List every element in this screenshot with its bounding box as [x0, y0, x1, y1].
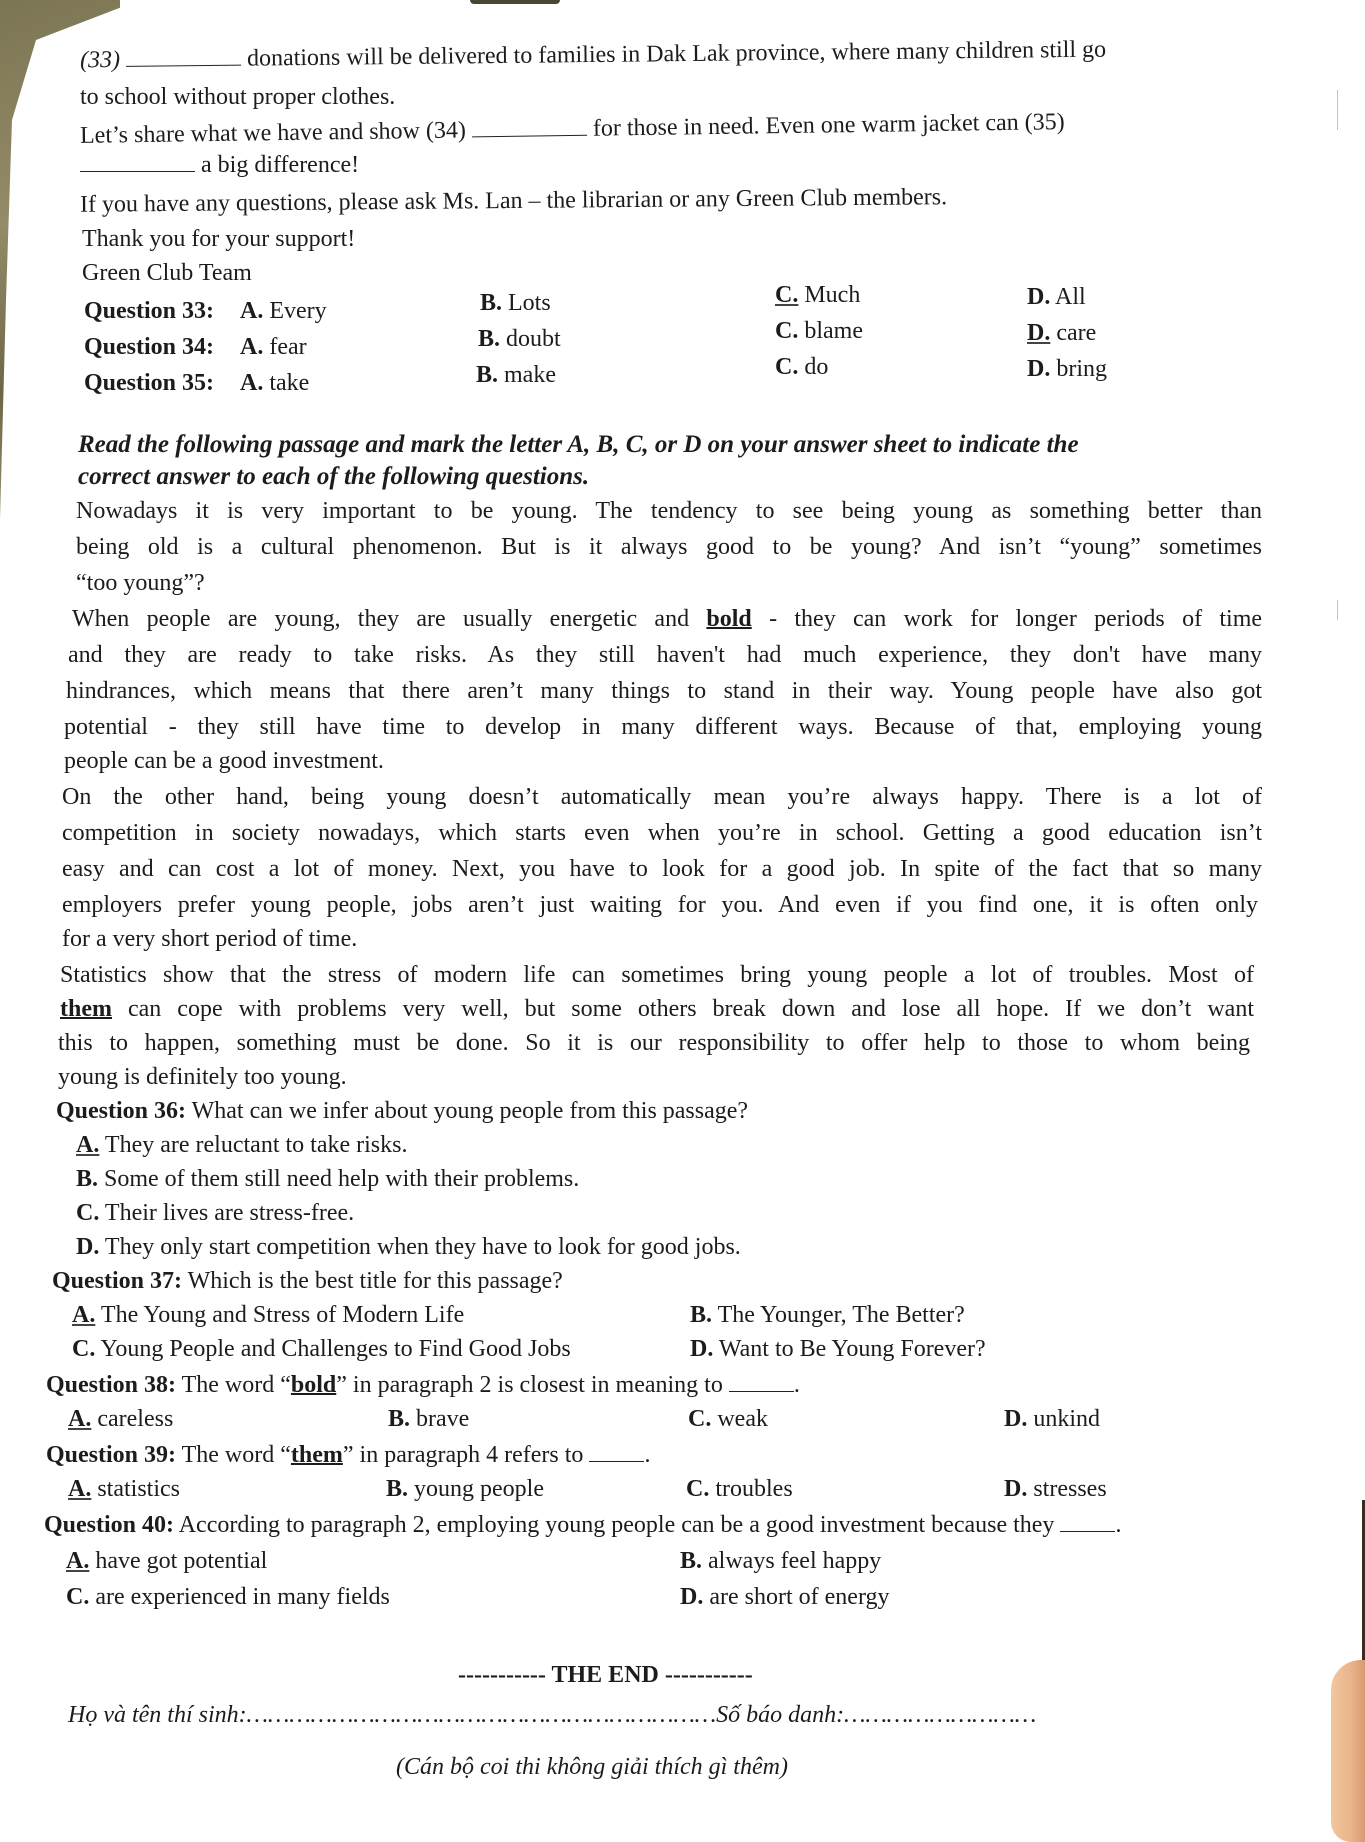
q38-option-b[interactable]: [388, 1404, 469, 1434]
passage-p3-line: On the other hand, being young doesn’t automatically mean you’re always happy. There is a lot of: [62, 784, 1262, 810]
option-text: statistics: [97, 1476, 181, 1502]
passage-p3-line: competition in society nowadays, which starts even when you’re in school. Getting a good education isn’t: [62, 820, 1262, 846]
answer-blank-34: [472, 115, 587, 138]
option-letter: C.: [72, 1336, 96, 1362]
option-b[interactable]: [480, 288, 551, 318]
option-letter: A.: [240, 370, 264, 396]
passage-p3-line: employers prefer young people, jobs aren’t just waiting for you. And even if you find one, it is often only: [62, 892, 1258, 918]
passage-p4-line: Statistics show that the stress of modern life can sometimes bring young people a lot of troubles. Most of: [60, 962, 1254, 988]
option-b[interactable]: [476, 360, 556, 390]
cloze-line-3: [80, 107, 1065, 151]
option-letter-marked: D.: [1027, 320, 1051, 346]
option-letter: C.: [66, 1584, 90, 1610]
option-a[interactable]: [240, 332, 307, 362]
question-text: Which is the best title for this passage?: [187, 1268, 563, 1294]
passage-p2-line: [72, 604, 1262, 634]
candidate-name-label: Họ và tên thí sinh:: [68, 1702, 247, 1728]
q40-option-b[interactable]: [680, 1546, 881, 1576]
option-text: do: [804, 354, 829, 380]
passage-text: When people are young, they are usually energetic and: [72, 606, 690, 632]
passage-p2-line: people can be a good investment.: [64, 748, 384, 774]
option-letter: B.: [476, 362, 499, 388]
q37-option-c[interactable]: [72, 1334, 571, 1364]
passage-p1-line: being old is a cultural phenomenon. But is it always good to be young? And isn’t “young” sometimes: [76, 534, 1262, 560]
passage-p4-line: this to happen, something must be done. So it is our responsibility to offer help to those to whom being: [58, 1030, 1250, 1056]
cloze-text: for those in need. Even one warm jacket can (35): [592, 109, 1065, 142]
option-text: Want to Be Young Forever?: [718, 1336, 986, 1362]
q36-option-c[interactable]: [76, 1198, 354, 1228]
option-letter: B.: [478, 326, 501, 352]
q40-option-c[interactable]: [66, 1582, 390, 1612]
option-c[interactable]: [775, 352, 828, 382]
option-text: careless: [97, 1406, 174, 1432]
highlighted-word-bold: bold: [706, 606, 752, 632]
question-text: The word “: [181, 1372, 291, 1398]
dashes: -----------: [458, 1662, 546, 1688]
option-letter-marked: A.: [72, 1302, 96, 1328]
cloze-text: Let’s share what we have and show (34): [79, 117, 467, 149]
option-text: They are reluctant to take risks.: [104, 1132, 408, 1158]
option-text: troubles: [715, 1476, 793, 1502]
highlighted-word: them: [290, 1442, 343, 1468]
q37-option-b[interactable]: [690, 1300, 965, 1330]
cloze-line-6: Thank you for your support!: [82, 226, 356, 252]
the-end-marker: [458, 1660, 753, 1690]
q38-option-a[interactable]: [68, 1404, 173, 1434]
option-text: weak: [717, 1406, 768, 1432]
dashes: -----------: [664, 1662, 753, 1688]
passage-p3-line: for a very short period of time.: [62, 926, 358, 952]
question-text: What can we infer about young people from this passage?: [191, 1098, 749, 1124]
option-text: doubt: [506, 326, 561, 352]
question-text: ” in paragraph 4 refers to: [342, 1442, 584, 1468]
option-letter: B.: [680, 1548, 703, 1574]
cloze-line-1: [80, 35, 1106, 76]
option-text: are experienced in many fields: [95, 1584, 390, 1610]
option-letter: B.: [690, 1302, 713, 1328]
question-37-stem: [52, 1266, 563, 1296]
passage-p4-line: young is definitely too young.: [58, 1064, 347, 1090]
option-b[interactable]: [478, 324, 561, 354]
option-text: All: [1055, 284, 1086, 310]
question-39-stem: Question 39: The word “them” in paragraph 4 refers to .: [46, 1442, 651, 1468]
option-text: stresses: [1033, 1476, 1107, 1502]
answer-blank: [589, 1441, 644, 1462]
question-text: According to paragraph 2, employing young people can be a good investment because they: [178, 1512, 1055, 1538]
option-text: have got potential: [95, 1548, 268, 1574]
question-text: ” in paragraph 2 is closest in meaning to: [336, 1372, 723, 1398]
option-letter: D.: [1004, 1406, 1028, 1432]
option-text: The Young and Stress of Modern Life: [100, 1302, 465, 1328]
q40-option-a[interactable]: [66, 1546, 267, 1576]
option-d[interactable]: [1027, 354, 1107, 384]
q39-option-a[interactable]: [68, 1474, 180, 1504]
q39-option-b[interactable]: [386, 1474, 544, 1504]
candidate-name-field[interactable]: …………………………………………………………: [246, 1702, 717, 1728]
passage-p4-line: [60, 994, 1254, 1024]
question-label: Question 37:: [52, 1268, 183, 1294]
q39-option-d[interactable]: [1004, 1474, 1107, 1504]
question-label: Question 33:: [84, 298, 215, 324]
option-letter: C.: [686, 1476, 710, 1502]
cloze-line-2: to school without proper clothes.: [80, 84, 396, 110]
question-40-stem: Question 40: According to paragraph 2, employing young people can be a good investment because they .: [44, 1512, 1122, 1538]
option-text: young people: [414, 1476, 544, 1502]
passage-p1-line: “too young”?: [76, 570, 205, 596]
option-letter: C.: [76, 1200, 100, 1226]
question-label: Question 35:: [84, 370, 215, 396]
q39-option-c[interactable]: [686, 1474, 793, 1504]
answer-blank-35: [80, 151, 195, 172]
passage-p1-line: Nowadays it is very important to be young. The tendency to see being young as something better than: [76, 498, 1262, 524]
q37-option-a[interactable]: [72, 1300, 464, 1330]
highlighted-word-them: them: [60, 996, 112, 1022]
question-label: Question 34:: [84, 334, 215, 360]
option-letter: D.: [690, 1336, 714, 1362]
option-letter: D.: [1004, 1476, 1028, 1502]
option-text: blame: [804, 318, 863, 344]
option-letter: D.: [1027, 356, 1051, 382]
option-text: Every: [269, 298, 327, 324]
option-d[interactable]: [1027, 282, 1086, 312]
option-letter-marked: C.: [775, 282, 799, 308]
option-text: always feel happy: [708, 1548, 882, 1574]
option-text: bring: [1056, 356, 1108, 382]
option-letter-marked: A.: [76, 1132, 100, 1158]
answer-blank: [729, 1371, 794, 1392]
option-letter: B.: [388, 1406, 411, 1432]
answer-blank-33: [126, 45, 241, 67]
option-letter: C.: [688, 1406, 712, 1432]
option-text: They only start competition when they have to look for good jobs.: [104, 1234, 741, 1260]
option-text: Young People and Challenges to Find Good Jobs: [100, 1336, 571, 1362]
passage-text: - they can work for longer periods of time: [769, 606, 1263, 632]
option-c[interactable]: [775, 280, 860, 310]
option-text: brave: [416, 1406, 470, 1432]
question-label: Question 36:: [56, 1098, 187, 1124]
passage-p2-line: potential - they still have time to develop in many different ways. Because of that, employing young: [64, 714, 1262, 740]
question-36-stem: [56, 1096, 748, 1126]
option-letter: D.: [1027, 284, 1051, 310]
reading-instruction-line-1: Read the following passage and mark the letter A, B, C, or D on your answer sheet to indicate the: [78, 431, 1079, 458]
blank-number-33: (33): [79, 46, 121, 74]
option-text: The Younger, The Better?: [717, 1302, 965, 1328]
q36-option-a[interactable]: [76, 1130, 407, 1160]
option-letter-marked: A.: [68, 1476, 92, 1502]
option-letter: B.: [76, 1166, 99, 1192]
option-text: Some of them still need help with their problems.: [104, 1166, 580, 1192]
option-letter: C.: [775, 318, 799, 344]
passage-text: can cope with problems very well, but some others break down and lose all hope. If we don’t want: [128, 996, 1255, 1022]
option-letter: A.: [240, 334, 264, 360]
question-label: Question 40:: [44, 1512, 175, 1538]
question-text: The word “: [181, 1442, 291, 1468]
option-text: are short of energy: [709, 1584, 890, 1610]
candidate-info-line: [68, 1700, 1036, 1730]
option-d[interactable]: [1027, 318, 1096, 348]
q36-option-b[interactable]: [76, 1164, 579, 1194]
passage-p3-line: easy and can cost a lot of money. Next, you have to look for a good job. In spite of the fact that so many: [62, 856, 1262, 882]
option-text: make: [504, 362, 556, 388]
option-letter: B.: [480, 290, 503, 316]
q37-option-d[interactable]: [690, 1334, 986, 1364]
cloze-text: donations will be delivered to families in Dak Lak province, where many children still go: [246, 36, 1107, 72]
candidate-id-field[interactable]: ………………………: [844, 1702, 1037, 1728]
option-text: Much: [804, 282, 861, 308]
the-end-text: THE END: [551, 1662, 659, 1688]
cloze-line-5: If you have any questions, please ask Ms. Lan – the librarian or any Green Club members.: [79, 184, 948, 218]
q40-option-d[interactable]: [680, 1582, 890, 1612]
option-letter-marked: A.: [66, 1548, 90, 1574]
passage-p2-line: and they are ready to take risks. As they still haven't had much experience, they don't have many: [68, 642, 1262, 668]
question-38-stem: Question 38: The word “bold” in paragraph 2 is closest in meaning to .: [46, 1372, 800, 1398]
option-letter: A.: [240, 298, 264, 324]
proctor-note: (Cán bộ coi thi không giải thích gì thêm): [396, 1754, 788, 1780]
option-text: take: [269, 370, 310, 396]
question-label: Question 38:: [46, 1372, 177, 1398]
candidate-id-label: Số báo danh:: [716, 1702, 845, 1728]
question-label: Question 39:: [46, 1442, 177, 1468]
q38-option-c[interactable]: [688, 1404, 768, 1434]
option-letter-marked: A.: [68, 1406, 92, 1432]
option-text: unkind: [1033, 1406, 1101, 1432]
highlighted-word: bold: [290, 1372, 337, 1398]
q38-option-d[interactable]: [1004, 1404, 1100, 1434]
option-a[interactable]: [240, 296, 327, 326]
cloze-signature: Green Club Team: [82, 260, 252, 286]
option-letter: C.: [775, 354, 799, 380]
cloze-text: a big difference!: [201, 152, 360, 178]
option-a[interactable]: [240, 368, 309, 398]
option-letter: D.: [680, 1584, 704, 1610]
option-text: care: [1056, 320, 1097, 346]
passage-p2-line: hindrances, which means that there aren’t many things to stand in their way. Young people have also got: [66, 678, 1262, 704]
cloze-line-4: [80, 150, 359, 180]
option-letter: B.: [386, 1476, 409, 1502]
reading-instruction-line-2: correct answer to each of the following questions.: [78, 463, 590, 490]
option-text: Their lives are stress-free.: [104, 1200, 355, 1226]
option-text: Lots: [508, 290, 551, 316]
answer-blank: [1060, 1511, 1115, 1532]
option-text: fear: [269, 334, 307, 360]
option-letter: D.: [76, 1234, 100, 1260]
option-c[interactable]: [775, 316, 863, 346]
q36-option-d[interactable]: [76, 1232, 741, 1262]
